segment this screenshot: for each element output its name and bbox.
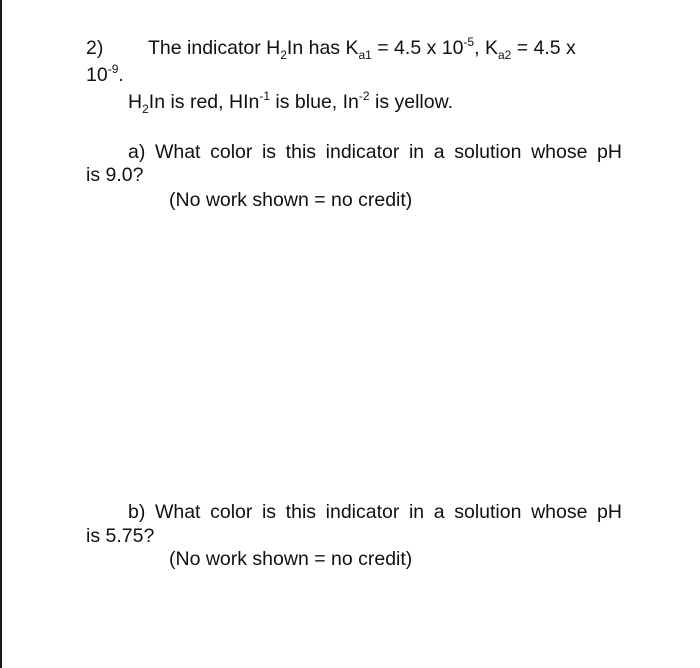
colors-sup-1: -1 <box>259 89 270 103</box>
part-b-credit-note: (No work shown = no credit) <box>169 548 413 570</box>
indicator-colors-line <box>128 90 453 114</box>
intro-sup-1: -5 <box>463 35 475 49</box>
question-intro-continuation <box>86 63 124 87</box>
intro-text-7: . <box>118 64 124 86</box>
part-a-question-line1: a) What color is this indicator in a solution whose pH <box>128 141 622 163</box>
colors-text-2: In is red, HIn <box>148 91 260 113</box>
colors-sub-1: 2 <box>142 102 149 116</box>
part-a-credit-note: (No work shown = no credit) <box>169 189 413 211</box>
colors-sup-2: -2 <box>358 89 370 103</box>
question-intro-line <box>148 36 576 60</box>
colors-text-1: H <box>128 91 143 113</box>
part-b-question-line2: is 5.75? <box>86 525 155 547</box>
intro-sub-3: a2 <box>497 48 512 62</box>
part-a-question-line2: is 9.0? <box>86 164 144 186</box>
intro-text-4: , K <box>474 37 498 59</box>
intro-text-2: In has K <box>286 37 359 59</box>
intro-sup-2: -9 <box>107 62 119 76</box>
intro-sub-2: a1 <box>358 48 372 62</box>
intro-text-3: = 4.5 x 10 <box>371 37 464 59</box>
intro-text-5: = 4.5 x <box>511 37 576 59</box>
colors-text-4: is yellow. <box>369 91 454 113</box>
colors-text-3: is blue, In <box>270 91 359 113</box>
part-b-question-line1: b) What color is this indicator in a solution whose pH <box>128 501 622 523</box>
intro-sub-1: 2 <box>280 48 287 62</box>
intro-text-6: 10 <box>86 64 108 86</box>
intro-text-1: The indicator H <box>148 37 281 59</box>
question-number: 2) <box>86 37 104 59</box>
